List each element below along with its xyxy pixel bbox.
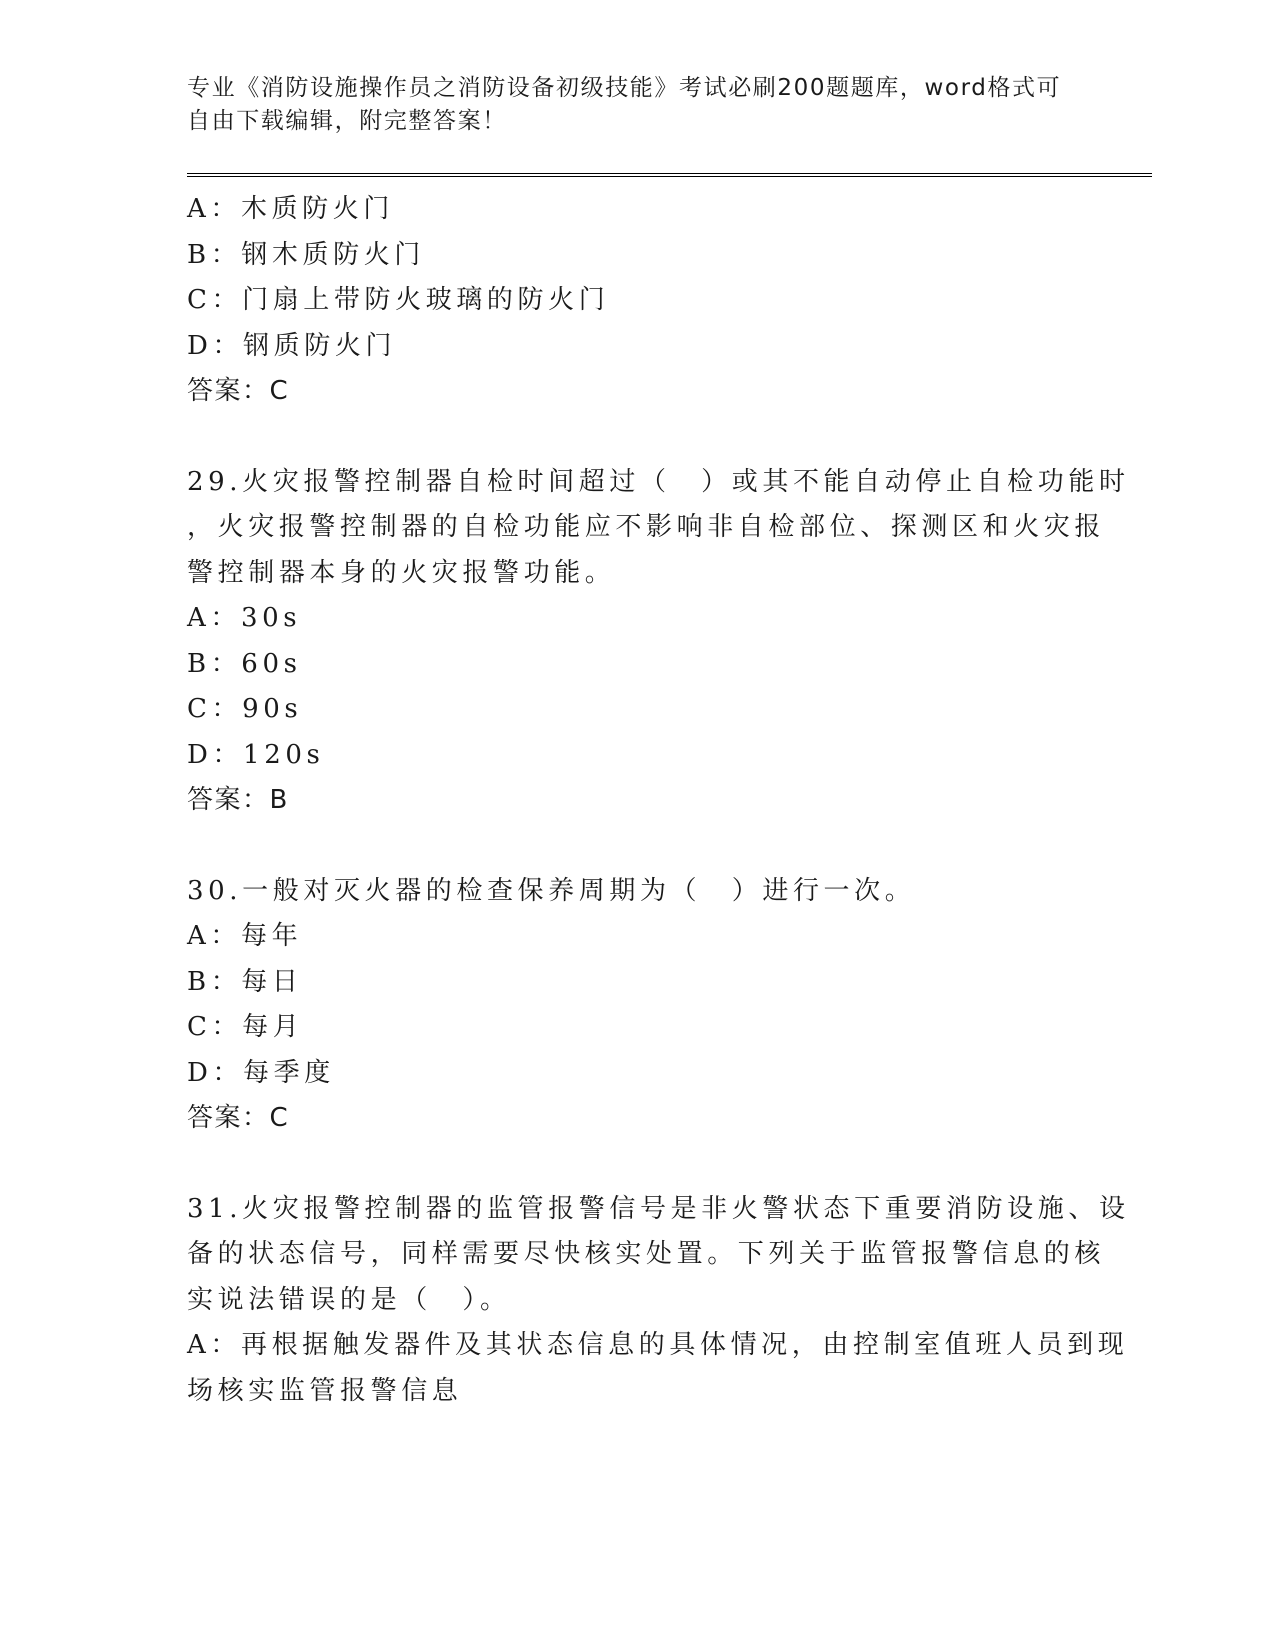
option-a: A：木质防火门 [187,194,394,224]
header-double-rule [187,173,1152,177]
option-c: C：90s [187,694,303,724]
answer: 答案：C [187,376,290,406]
question-stem-line: ，火灾报警控制器的自检功能应不影响非自检部位、探测区和火灾报 [187,512,1106,542]
question-stem-line: 实说法错误的是（ ）。 [187,1284,511,1315]
option-d: D：每季度 [187,1057,335,1088]
question-31 [187,1187,1147,1415]
option-b: B：钢木质防火门 [187,239,425,270]
question-29 [187,460,1147,824]
option-c: C：每月 [187,1012,304,1042]
question-30 [187,869,1147,1142]
option-a: A：再根据触发器件及其状态信息的具体情况，由控制室值班人员到现 [187,1330,1129,1360]
option-d: D：120s [187,739,325,770]
option-b: B：60s [187,648,302,679]
option-a: A：30s [187,603,302,633]
question-28 [187,187,1147,415]
question-stem-line: 30.一般对灭火器的检查保养周期为（ ）进行一次。 [187,875,916,906]
header-line-1: 专业《消防设施操作员之消防设备初级技能》考试必刷200题题库，word格式可 [187,75,1062,101]
spacer [187,415,1147,460]
option-d: D：钢质防火门 [187,330,397,361]
question-stem-line: 备的状态信号，同样需要尽快核实处置。下列关于监管报警信息的核 [187,1239,1106,1269]
document-page [187,72,1147,1414]
question-content [187,187,1147,1414]
header-line-2: 自由下载编辑，附完整答案！ [187,108,507,134]
answer: 答案：B [187,785,289,815]
question-stem-line: 警控制器本身的火灾报警功能。 [187,557,616,588]
option-a-continued: 场核实监管报警信息 [187,1375,463,1406]
option-c: C：门扇上带防火玻璃的防火门 [187,285,610,315]
answer: 答案：C [187,1103,290,1133]
question-stem-line: 31.火灾报警控制器的监管报警信号是非火警状态下重要消防设施、设 [187,1193,1130,1224]
spacer [187,824,1147,869]
document-header [187,72,1067,138]
spacer [187,1142,1147,1187]
question-stem-line: 29.火灾报警控制器自检时间超过（ ）或其不能自动停止自检功能时 [187,466,1130,497]
option-b: B：每日 [187,966,303,997]
option-a: A：每年 [187,921,303,951]
